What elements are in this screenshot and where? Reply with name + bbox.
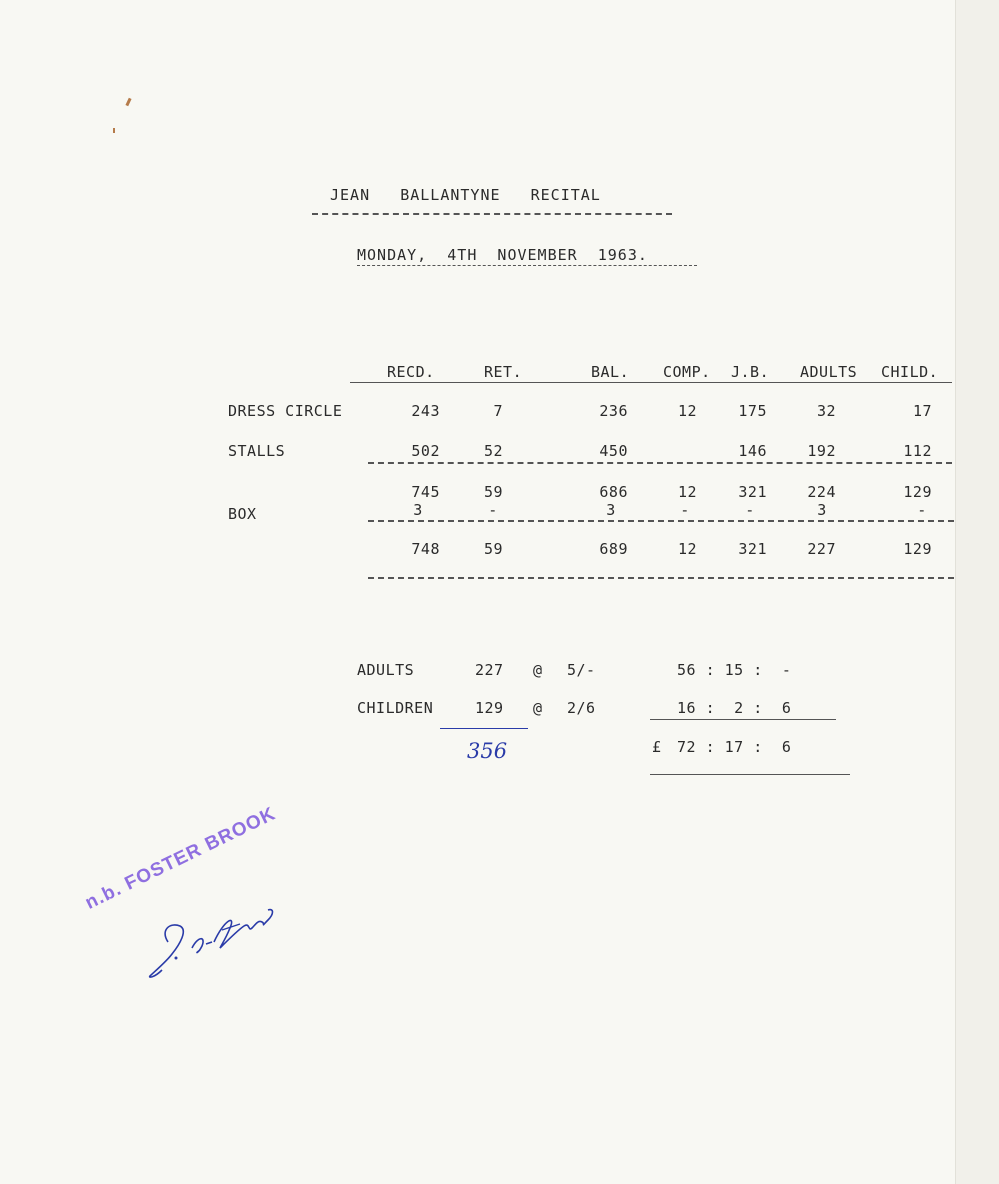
cell: 745 <box>411 483 440 501</box>
cell: 12 <box>677 483 697 501</box>
cell: 32 <box>816 402 836 420</box>
header-underline <box>350 382 952 383</box>
header-jb: J.B. <box>731 363 770 381</box>
cell: 112 <box>903 442 932 460</box>
title-underline <box>312 213 672 215</box>
cell: 7 <box>493 402 503 420</box>
total-currency: £ <box>652 738 662 756</box>
header-ret: RET. <box>484 363 523 381</box>
handwritten-signature <box>140 880 300 990</box>
summary-children-amount: 16 : 2 : 6 <box>677 699 792 717</box>
cell: - <box>745 501 755 519</box>
cell: - <box>680 501 690 519</box>
cell: 192 <box>807 442 836 460</box>
date-underline <box>357 265 697 266</box>
row-label-stalls: STALLS <box>228 442 286 460</box>
cell: 502 <box>411 442 440 460</box>
subtotal-rule <box>368 462 952 464</box>
total-amount: 72 : 17 : 6 <box>677 738 792 756</box>
amount-underline <box>650 719 836 720</box>
total-double-underline <box>650 774 850 775</box>
cell: 12 <box>677 402 697 420</box>
cell: - <box>488 501 498 519</box>
cell: 146 <box>738 442 767 460</box>
cell: 686 <box>599 483 628 501</box>
header-recd: RECD. <box>387 363 435 381</box>
summary-children-count: 129 <box>475 699 504 717</box>
header-adults: ADULTS <box>800 363 858 381</box>
summary-children-price: 2/6 <box>567 699 596 717</box>
summary-adults-label: ADULTS <box>357 661 415 679</box>
cell: 3 <box>606 501 616 519</box>
paper-blemish <box>113 128 115 133</box>
cell: 59 <box>483 483 503 501</box>
header-bal: BAL. <box>591 363 630 381</box>
cell: 321 <box>738 483 767 501</box>
cell: 243 <box>411 402 440 420</box>
handwritten-underline <box>440 728 528 729</box>
row-label-box: BOX <box>228 505 257 523</box>
summary-at: @ <box>533 661 543 679</box>
cell: 227 <box>807 540 836 558</box>
cell: 689 <box>599 540 628 558</box>
cell: 129 <box>903 540 932 558</box>
document-title: JEAN BALLANTYNE RECITAL <box>330 186 601 204</box>
cell: 12 <box>677 540 697 558</box>
cell: 236 <box>599 402 628 420</box>
cell: 59 <box>483 540 503 558</box>
summary-adults-count: 227 <box>475 661 504 679</box>
cell: 129 <box>903 483 932 501</box>
cell: 3 <box>817 501 827 519</box>
cell: 748 <box>411 540 440 558</box>
cell: 175 <box>738 402 767 420</box>
cell: 321 <box>738 540 767 558</box>
cell: 52 <box>483 442 503 460</box>
box-rule <box>368 520 954 522</box>
row-label-dress-circle: DRESS CIRCLE <box>228 402 343 420</box>
header-child: CHILD. <box>881 363 939 381</box>
summary-children-label: CHILDREN <box>357 699 434 717</box>
summary-adults-price: 5/- <box>567 661 596 679</box>
cell: - <box>917 501 927 519</box>
paper-blemish <box>125 98 131 107</box>
summary-adults-amount: 56 : 15 : - <box>677 661 792 679</box>
cell: 450 <box>599 442 628 460</box>
cell: 3 <box>413 501 423 519</box>
handwritten-total: 356 <box>467 739 508 763</box>
summary-at: @ <box>533 699 543 717</box>
total-rule <box>368 577 954 579</box>
cell: 224 <box>807 483 836 501</box>
cell: 17 <box>912 402 932 420</box>
document-date: MONDAY, 4TH NOVEMBER 1963. <box>357 246 648 264</box>
header-comp: COMP. <box>663 363 711 381</box>
stamp-text: n.b. FOSTER BROOK <box>82 803 280 914</box>
